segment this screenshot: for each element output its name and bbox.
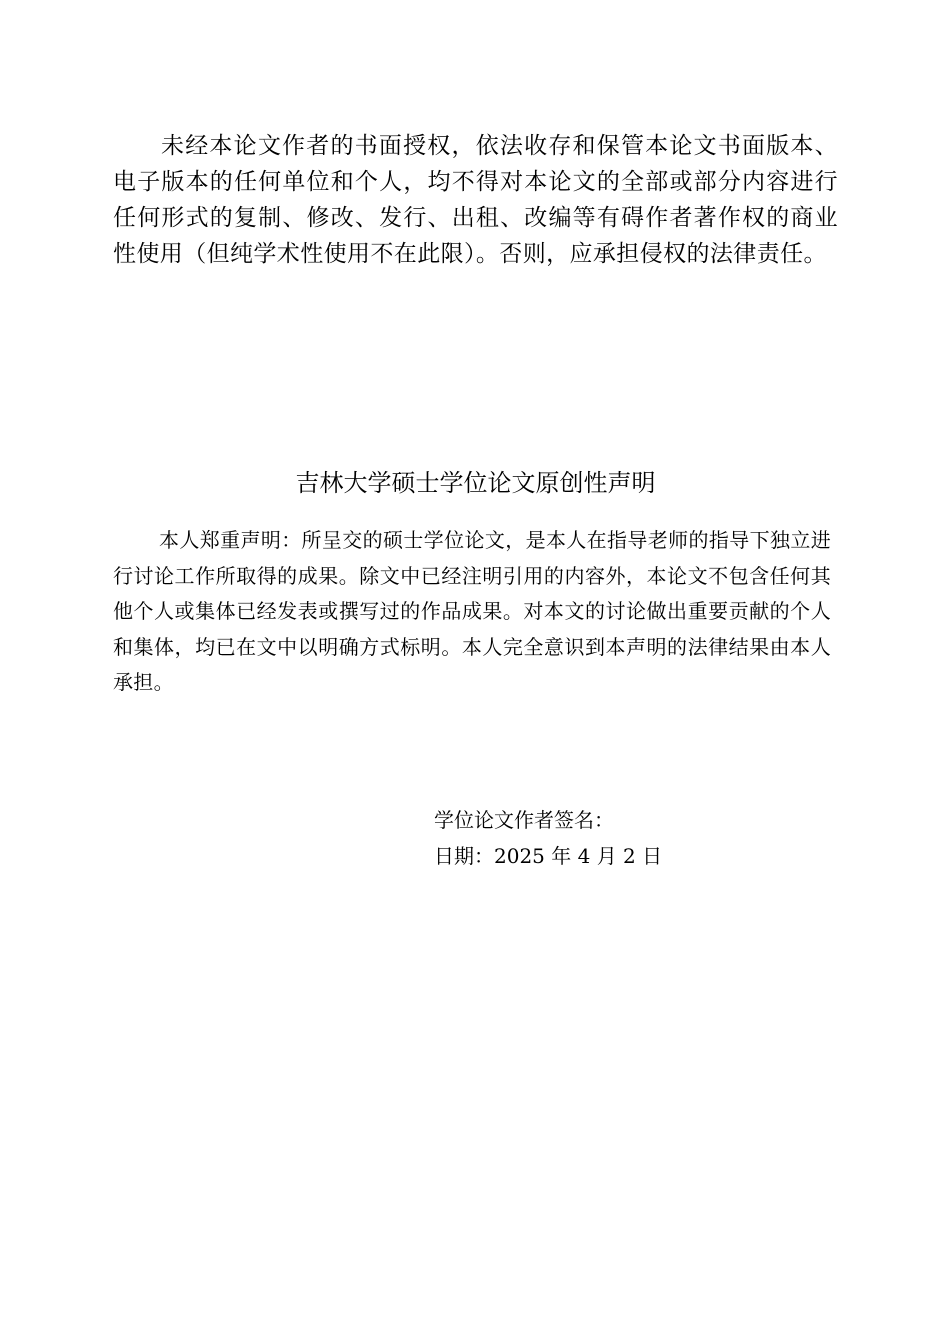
declaration-title: 吉林大学硕士学位论文原创性声明 (295, 469, 656, 497)
copyright-notice-paragraph: 未经本论文作者的书面授权，依法收存和保管本论文书面版本、电子版本的任何单位和个人，均不得对本论文的全部或部分内容进行任何形式的复制、修改、发行、出租、改编等有碍作者著作权的商业性使用（但纯学术性使用不在此限）。否则，应承担侵权的法律责任。 (113, 133, 838, 267)
author-signature-label: 学位论文作者签名： (434, 808, 614, 832)
declaration-body-paragraph: 本人郑重声明：所呈交的硕士学位论文，是本人在指导老师的指导下独立进行讨论工作所取得的成果。除文中已经注明引用的内容外，本论文不包含任何其他个人或集体已经发表或撰写过的作品成果。对本文的讨论做出重要贡献的个人和集体，均已在文中以明确方式标明。本人完全意识到本声明的法律结果由本人承担。 (113, 528, 831, 694)
signature-block (434, 802, 662, 874)
signature-date: 日期：2025 年 4 月 2 日 (434, 844, 663, 868)
